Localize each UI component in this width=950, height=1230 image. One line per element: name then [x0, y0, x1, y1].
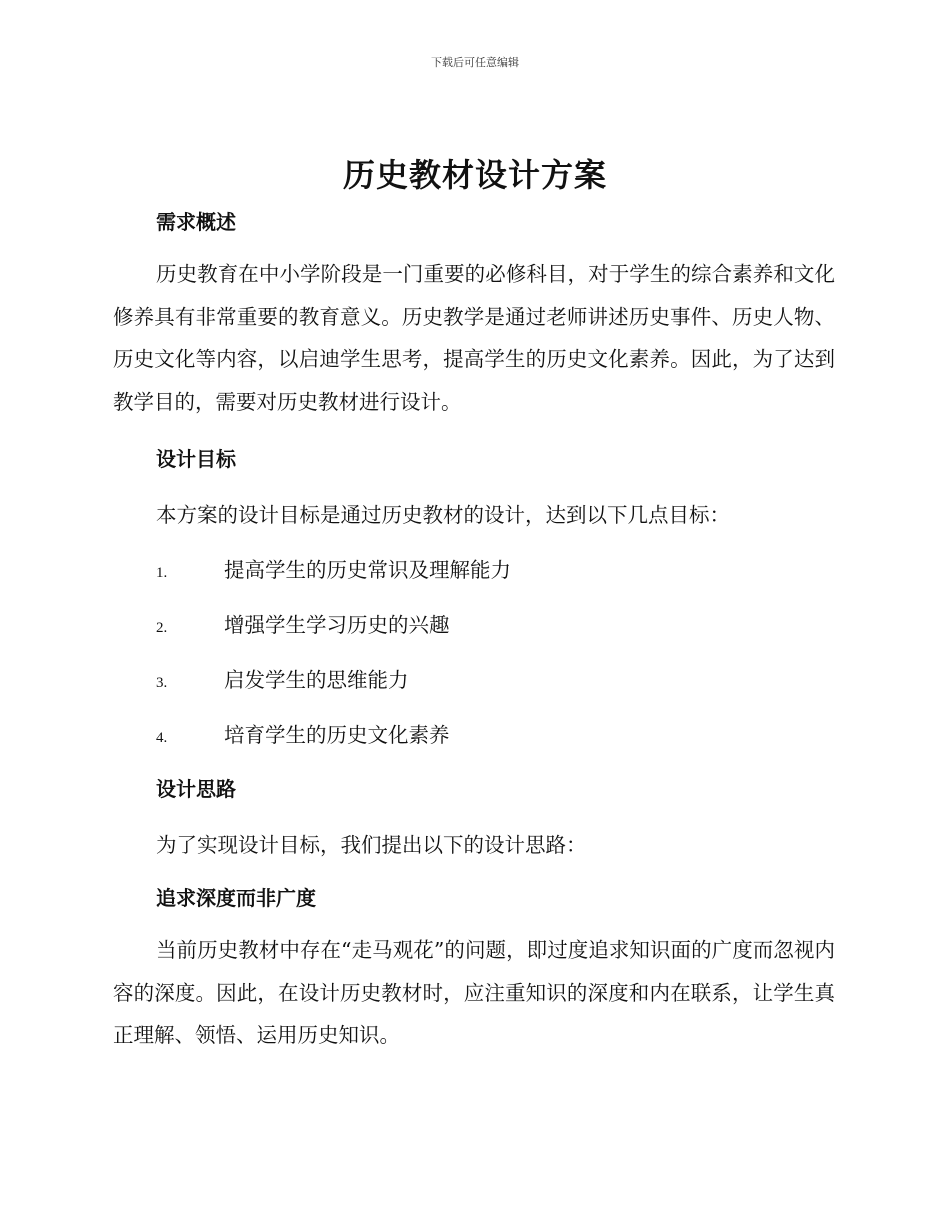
- list-item-text: 启发学生的思维能力: [224, 668, 409, 692]
- list-item-number: 3.: [156, 675, 168, 691]
- document-title: 历史教材设计方案: [342, 156, 607, 194]
- list-item-number: 4.: [156, 730, 168, 746]
- list-item: [156, 553, 511, 583]
- section-heading-overview: 需求概述: [156, 210, 236, 234]
- goals-intro: 本方案的设计目标是通过历史教材的设计，达到以下几点目标：: [156, 503, 730, 527]
- list-item: [156, 718, 450, 748]
- approach-intro: 为了实现设计目标，我们提出以下的设计思路：: [156, 833, 587, 857]
- list-item: [156, 663, 409, 693]
- depth-paragraph: 当前历史教材中存在“走马观花”的问题，即过度追求知识面的广度而忽视内容的深度。因此，在设计历史教材时，应注重知识的深度和内在联系，让学生真正理解、领悟、运用历史知识。: [113, 938, 835, 1047]
- list-item-number: 1.: [156, 565, 168, 581]
- section-heading-goals: 设计目标: [156, 447, 236, 471]
- list-item-text: 培育学生的历史文化素养: [224, 723, 450, 747]
- section-heading-approach: 设计思路: [156, 777, 236, 801]
- list-item-text: 增强学生学习历史的兴趣: [224, 613, 450, 637]
- list-item: [156, 608, 450, 638]
- overview-paragraph: 历史教育在中小学阶段是一门重要的必修科目，对于学生的综合素养和文化修养具有非常重要的教育意义。历史教学是通过老师讲述历史事件、历史人物、历史文化等内容，以启迪学生思考，提高学生的历史文化素养。因此，为了达到教学目的，需要对历史教材进行设计。: [113, 262, 835, 414]
- section-heading-depth: 追求深度而非广度: [156, 886, 316, 910]
- list-item-text: 提高学生的历史常识及理解能力: [224, 558, 511, 582]
- list-item-number: 2.: [156, 620, 168, 636]
- page-header-note: 下载后可任意编辑: [431, 56, 519, 69]
